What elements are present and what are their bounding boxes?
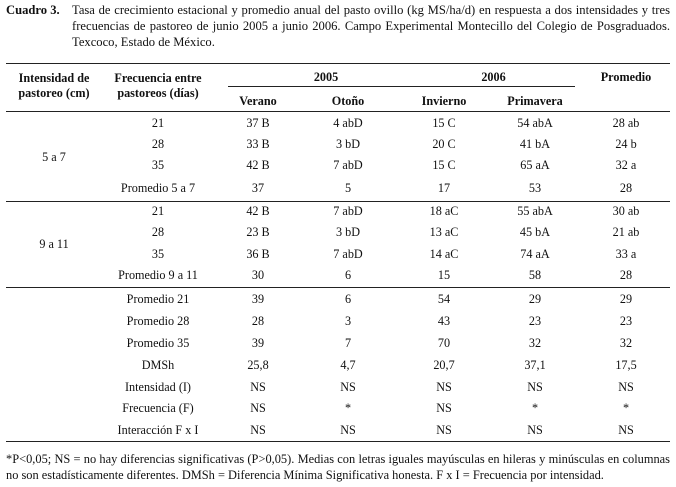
row-frequency: 35 bbox=[151, 247, 165, 261]
table-cell: NS bbox=[527, 380, 543, 394]
table-cell: * bbox=[344, 401, 352, 415]
group-intensity-label: 5 a 7 bbox=[42, 150, 66, 164]
table-cell: 23 bbox=[619, 314, 633, 328]
year-2005-underline bbox=[228, 86, 424, 87]
table-cell: 58 bbox=[528, 268, 542, 282]
row-frequency: 21 bbox=[151, 116, 165, 130]
table-cell: 28 bbox=[251, 314, 265, 328]
table-cell: 4,7 bbox=[340, 358, 356, 372]
header-season-winter: Invierno bbox=[421, 94, 467, 108]
table-cell: 20 C bbox=[432, 137, 456, 151]
table-cell: NS bbox=[250, 380, 266, 394]
table-cell: NS bbox=[618, 423, 634, 437]
table-cell: 7 abD bbox=[333, 158, 363, 172]
table-cell: 45 bA bbox=[519, 225, 551, 239]
table-cell: 28 bbox=[619, 181, 633, 195]
row-frequency: 28 bbox=[151, 137, 165, 151]
table-cell: 18 aC bbox=[429, 204, 459, 218]
summary-label: Promedio 21 bbox=[126, 292, 190, 306]
header-intensity: Intensidad de pastoreo (cm) bbox=[18, 71, 90, 100]
row-frequency: 35 bbox=[151, 158, 165, 172]
table-cell: 53 bbox=[528, 181, 542, 195]
table-cell: 7 abD bbox=[333, 247, 363, 261]
row-frequency: Promedio 9 a 11 bbox=[118, 268, 198, 282]
table-cell: 5 bbox=[344, 181, 352, 195]
table-cell: 6 bbox=[344, 292, 352, 306]
header-average: Promedio bbox=[600, 70, 652, 84]
table-cell: 28 ab bbox=[612, 116, 640, 130]
table-cell: NS bbox=[250, 423, 266, 437]
table-cell: NS bbox=[618, 380, 634, 394]
group-1-bottom-rule bbox=[6, 201, 670, 202]
group-2-bottom-rule bbox=[6, 287, 670, 288]
table-cell: 55 abA bbox=[517, 204, 553, 218]
table-cell: 21 ab bbox=[612, 225, 640, 239]
table-cell: 7 bbox=[344, 336, 352, 350]
table-cell: 23 B bbox=[246, 225, 270, 239]
table-cell: 3 bD bbox=[335, 225, 361, 239]
header-frequency: Frecuencia entre pastoreos (días) bbox=[114, 71, 202, 100]
table-cell: 20,7 bbox=[433, 358, 455, 372]
table-cell: 7 abD bbox=[333, 204, 363, 218]
table-cell: 42 B bbox=[246, 204, 270, 218]
table-cell: 54 bbox=[437, 292, 451, 306]
table-cell: 24 b bbox=[615, 137, 637, 151]
table-cell: 37 bbox=[251, 181, 265, 195]
row-frequency: Promedio 5 a 7 bbox=[120, 181, 196, 195]
table-cell: NS bbox=[436, 423, 452, 437]
table-cell: 74 aA bbox=[520, 247, 550, 261]
table-cell: 42 B bbox=[246, 158, 270, 172]
table-cell: 33 a bbox=[615, 247, 637, 261]
summary-label: DMSh bbox=[141, 358, 175, 372]
table-cell: 23 bbox=[528, 314, 542, 328]
table-footnote: *P<0,05; NS = no hay diferencias significativas (P>0,05). Medias con letras iguales mayúsculas en hileras y minúsculas en columnas no son estadísticamente diferentes. DMSh = Diferencia Mínima Significativa honesta. F x I = Frecuencia por intensidad. bbox=[6, 452, 670, 482]
table-cell: NS bbox=[527, 423, 543, 437]
group-intensity-label: 9 a 11 bbox=[39, 237, 69, 251]
table-cell: 17 bbox=[437, 181, 451, 195]
table-cell: 3 bbox=[344, 314, 352, 328]
header-year-2005: 2005 bbox=[313, 70, 339, 84]
table-cell: 41 bA bbox=[519, 137, 551, 151]
table-cell: 4 abD bbox=[333, 116, 363, 130]
summary-label: Intensidad (I) bbox=[125, 380, 191, 394]
table-cell: * bbox=[531, 401, 539, 415]
table-cell: 15 C bbox=[432, 158, 456, 172]
summary-label: Promedio 28 bbox=[126, 314, 190, 328]
summary-label: Promedio 35 bbox=[126, 336, 190, 350]
table-cell: 70 bbox=[437, 336, 451, 350]
table-cell: 6 bbox=[344, 268, 352, 282]
table-cell: 29 bbox=[528, 292, 542, 306]
table-cell: 39 bbox=[251, 292, 265, 306]
table-cell: 3 bD bbox=[335, 137, 361, 151]
table-cell: 32 bbox=[528, 336, 542, 350]
table-cell: 15 C bbox=[432, 116, 456, 130]
table-cell: 32 a bbox=[615, 158, 637, 172]
table-cell: 17,5 bbox=[615, 358, 637, 372]
table-cell: 28 bbox=[619, 268, 633, 282]
table-cell: NS bbox=[436, 401, 452, 415]
summary-label: Interacción F x I bbox=[117, 423, 199, 437]
table-cell: 13 aC bbox=[429, 225, 459, 239]
table-cell: * bbox=[622, 401, 630, 415]
table-cell: 15 bbox=[437, 268, 451, 282]
caption-text: Tasa de crecimiento estacional y promedio anual del pasto ovillo (kg MS/ha/d) en respuesta a dos intensidades y tres frecuencias de pastoreo de junio 2005 a junio 2006. Campo Experimental Montecillo del Colegio de Posgraduados. Texcoco, Estado de México. bbox=[72, 3, 670, 49]
table-cell: 36 B bbox=[246, 247, 270, 261]
table-cell: 25,8 bbox=[247, 358, 269, 372]
header-year-2006: 2006 bbox=[481, 70, 506, 84]
table-cell: 39 bbox=[251, 336, 265, 350]
row-frequency: 28 bbox=[151, 225, 165, 239]
table-cell: 37 B bbox=[246, 116, 270, 130]
table-cell: NS bbox=[340, 380, 356, 394]
table-cell: 43 bbox=[437, 314, 451, 328]
caption-label: Cuadro 3. bbox=[6, 3, 60, 17]
table-cell: 14 aC bbox=[429, 247, 459, 261]
summary-label: Frecuencia (F) bbox=[122, 401, 194, 415]
table-cell: NS bbox=[436, 380, 452, 394]
table-cell: 54 abA bbox=[517, 116, 553, 130]
table-cell: 30 bbox=[251, 268, 265, 282]
table-cell: 30 ab bbox=[612, 204, 640, 218]
table-cell: NS bbox=[340, 423, 356, 437]
header-bottom-rule bbox=[6, 111, 670, 112]
table-cell: 37,1 bbox=[524, 358, 546, 372]
row-frequency: 21 bbox=[151, 204, 165, 218]
header-season-autumn: Otoño bbox=[331, 94, 365, 108]
table-cell: NS bbox=[250, 401, 266, 415]
table-cell: 65 aA bbox=[520, 158, 550, 172]
year-2006-underline bbox=[412, 86, 575, 87]
header-season-summer: Verano bbox=[239, 94, 277, 108]
table-cell: 29 bbox=[619, 292, 633, 306]
header-season-spring: Primavera bbox=[507, 94, 563, 108]
table-cell: 32 bbox=[619, 336, 633, 350]
table-top-rule bbox=[6, 63, 670, 64]
table-bottom-rule bbox=[6, 441, 670, 442]
table-cell: 33 B bbox=[246, 137, 270, 151]
